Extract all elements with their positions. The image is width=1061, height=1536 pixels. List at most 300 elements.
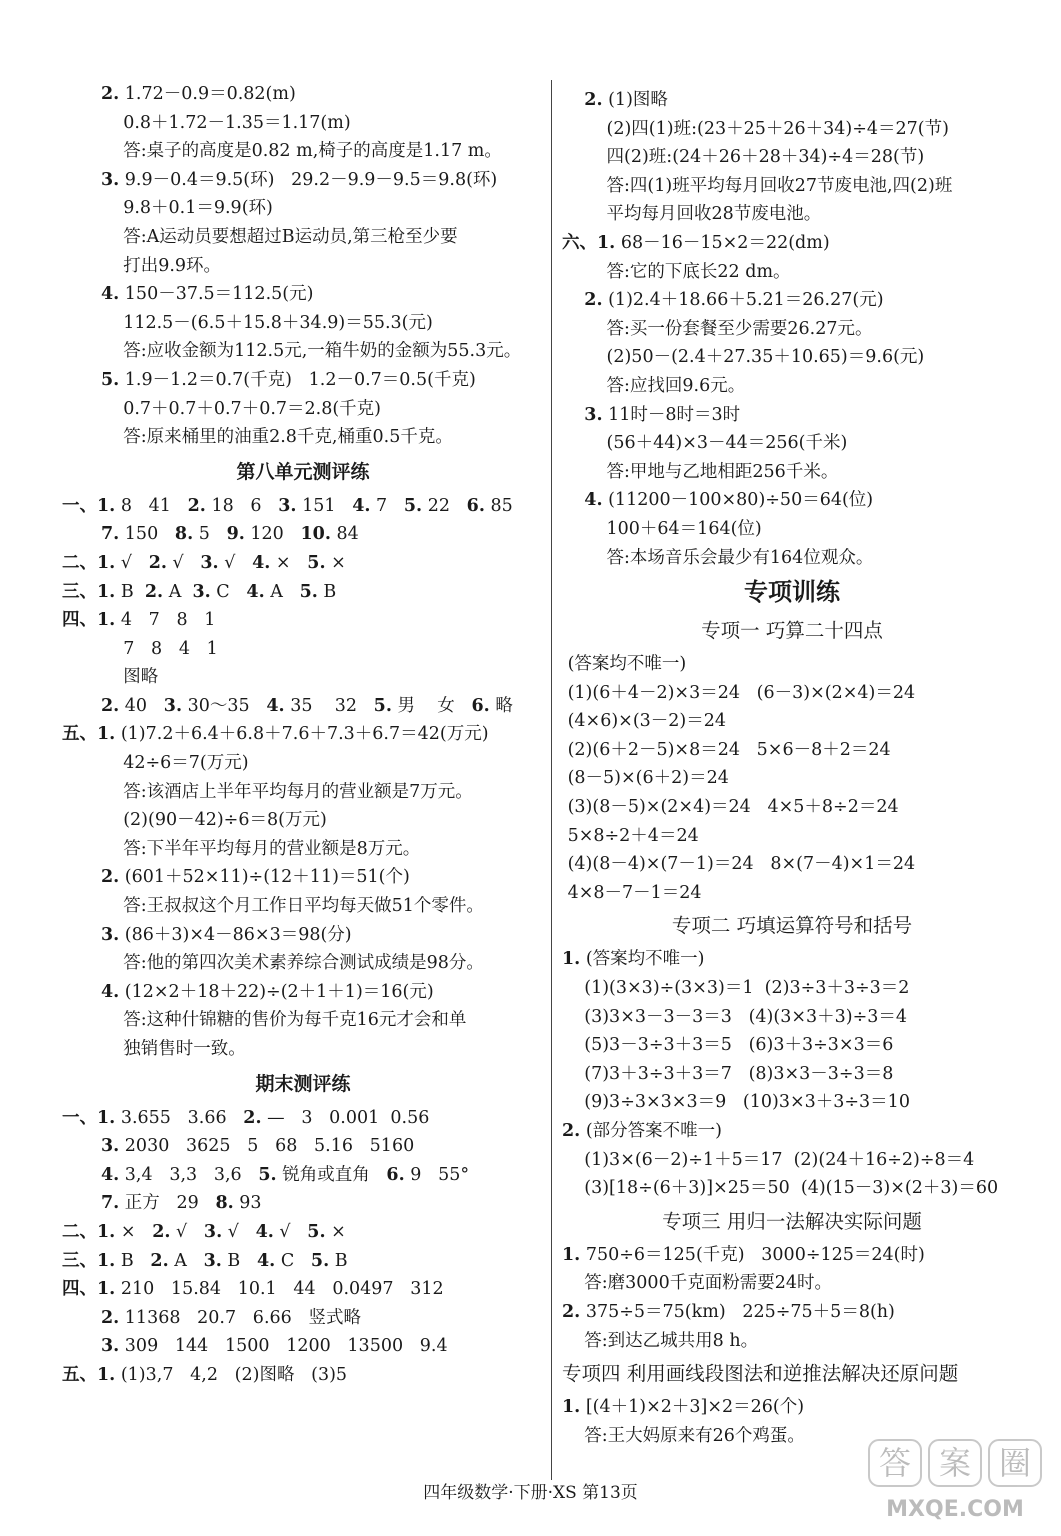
question-number: 2. — [150, 1250, 169, 1271]
indent — [62, 170, 101, 190]
question-number: 3. — [100, 924, 120, 945]
question-number: 10. — [300, 524, 331, 545]
answer-line — [562, 1003, 1022, 1032]
answer-text: 120 — [244, 524, 301, 545]
answer-line — [562, 200, 1022, 229]
answer-line — [562, 879, 1022, 908]
answer-text: 平均每月回收28节废电池。 — [606, 204, 822, 225]
indent — [562, 1426, 584, 1446]
answer-text: √ — [222, 1221, 256, 1242]
question-number: 3. — [278, 495, 297, 516]
question-number: 3. — [203, 1221, 223, 1242]
answer-text: 42÷6＝7(万元) — [123, 753, 249, 774]
answer-text: 锐角或直角 — [276, 1164, 387, 1185]
answer-line — [62, 1304, 544, 1333]
answer-text: 1.72－0.9＝0.82(m) — [119, 84, 296, 104]
answer-line — [562, 945, 1022, 974]
answer-text: 85 — [484, 495, 513, 516]
indent — [562, 1273, 584, 1293]
question-number: 3. — [203, 1250, 222, 1271]
answer-line — [62, 692, 544, 721]
topic-title: 专项一 巧算二十四点 — [701, 619, 883, 643]
question-number: 二、1. — [62, 552, 116, 573]
answer-line — [562, 115, 1022, 144]
question-number: 4. — [246, 581, 265, 602]
answer-text: (1)2.4＋18.66＋5.21＝26.27(元) — [602, 290, 884, 311]
indent — [62, 953, 123, 973]
answer-text: 答:本场音乐会最少有164位观众。 — [606, 547, 874, 568]
question-number: 5. — [403, 495, 423, 516]
answer-text: 35 32 — [284, 695, 374, 716]
question-number: 4. — [252, 552, 271, 573]
answer-text: √ — [115, 552, 149, 573]
answer-line — [62, 1006, 544, 1035]
question-number: 5. — [373, 695, 392, 716]
question-number: 4. — [255, 1221, 274, 1242]
answer-text: × — [325, 552, 346, 573]
indent — [62, 524, 101, 544]
answer-line — [62, 520, 544, 549]
question-number: 9. — [226, 524, 245, 545]
answer-text: A — [168, 1250, 204, 1271]
answer-line — [562, 1088, 1022, 1117]
answer-text: 40 — [119, 695, 164, 716]
question-number: 4. — [100, 981, 120, 1002]
answer-line — [62, 166, 544, 195]
question-number: 7. — [100, 1193, 120, 1214]
answer-text: 4 7 8 1 — [115, 610, 216, 631]
page-footer: 四年级数学·下册·XS 第13页 — [423, 1483, 638, 1503]
answer-line — [62, 978, 544, 1007]
answer-text: 11368 20.7 6.66 竖式略 — [119, 1307, 361, 1328]
answer-line — [62, 1189, 544, 1218]
answer-text: 答:他的第四次美术素养综合测试成绩是98分。 — [123, 953, 484, 974]
indent — [62, 141, 123, 161]
answer-text: 7 8 4 1 — [123, 638, 218, 659]
indent — [562, 204, 607, 224]
answer-text: 9.9－0.4＝9.5(环) 29.2－9.9－9.5＝9.8(环) — [119, 169, 498, 190]
answer-text: 四(2)班:(24＋26＋28＋34)÷4＝28(节) — [606, 147, 925, 168]
answer-line — [562, 315, 1022, 344]
answer-line — [562, 679, 1022, 708]
indent — [62, 1039, 123, 1059]
indent — [62, 227, 123, 247]
indent — [562, 147, 607, 167]
answer-line — [62, 1161, 544, 1190]
special-training-title: 专项训练 — [744, 578, 840, 607]
answer-text: 答:A运动员要想超过B运动员,第三枪至少要 — [123, 226, 458, 247]
answer-line — [562, 793, 1022, 822]
answer-text: 答:这种什锦糖的售价为每千克16元才会和单 — [123, 1010, 467, 1031]
answer-text: B — [115, 1250, 151, 1271]
indent — [562, 1331, 584, 1351]
answer-line — [562, 429, 1022, 458]
question-number: 五、1. — [62, 724, 116, 745]
question-number: 3. — [100, 1136, 120, 1157]
answer-text: 答:原来桶里的油重2.8千克,桶重0.5千克。 — [123, 427, 453, 448]
answer-text: 答:该酒店上半年平均每月的营业额是7万元。 — [123, 781, 473, 802]
answer-line — [562, 736, 1022, 765]
answer-line — [562, 1269, 1022, 1298]
question-number: 一、1. — [62, 1107, 116, 1128]
answer-line — [62, 835, 544, 864]
answer-line — [62, 492, 544, 521]
answer-text: (1)(3×3)÷(3×3)＝1 (2)3÷3＋3÷3＝2 — [584, 978, 910, 999]
answer-text: 答:甲地与乙地相距256千米。 — [606, 461, 839, 482]
answer-line — [62, 749, 544, 778]
indent — [562, 90, 584, 110]
answer-line — [62, 863, 544, 892]
indent — [562, 319, 607, 339]
answer-text: 答:应收金额为112.5元,一箱牛奶的金额为55.3元。 — [123, 341, 522, 362]
answer-line — [62, 778, 544, 807]
answer-line — [562, 172, 1022, 201]
answer-text: 11时－8时＝3时 — [602, 404, 741, 425]
indent — [562, 462, 607, 482]
answer-text: 2030 3625 5 68 5.16 5160 — [119, 1136, 415, 1157]
question-number: 五、1. — [62, 1364, 116, 1385]
indent — [62, 256, 123, 276]
answer-line — [62, 1132, 544, 1161]
answer-line — [562, 258, 1022, 287]
answer-text: 22 — [422, 495, 467, 516]
answer-text: 30～35 — [182, 695, 267, 716]
right-column — [562, 86, 1022, 1450]
answer-text: 图略 — [123, 667, 159, 688]
answer-line — [562, 822, 1022, 851]
answer-line — [62, 137, 544, 166]
answer-text: A — [264, 581, 300, 602]
question-number: 2. — [584, 290, 603, 311]
answer-line — [562, 343, 1022, 372]
answer-text: 打出9.9环。 — [123, 255, 222, 276]
indent — [562, 1035, 584, 1055]
answer-text: B — [221, 1250, 257, 1271]
question-number: 2. — [100, 1307, 120, 1328]
answer-text: (4)(8－4)×(7－1)＝24 8×(7－4)×1＝24 — [567, 854, 916, 875]
answer-text: 答:四(1)班平均每月回收27节废电池,四(2)班 — [606, 175, 953, 196]
indent — [562, 1064, 584, 1084]
section-title: 期末测评练 — [255, 1072, 351, 1095]
answer-line — [62, 806, 544, 835]
answer-text: (56＋44)×3－44＝256(千米) — [606, 433, 848, 454]
answer-text: 9 55° — [404, 1164, 470, 1185]
answer-text: (12×2＋18＋22)÷(2＋1＋1)＝16(元) — [119, 981, 434, 1002]
question-number: 5. — [307, 1221, 326, 1242]
answer-line — [562, 1327, 1022, 1356]
question-number: 6. — [471, 695, 490, 716]
question-number: 5. — [299, 581, 318, 602]
answer-text: 0.8＋1.72－1.35＝1.17(m) — [123, 112, 351, 133]
answer-line — [62, 1247, 544, 1276]
answer-line — [62, 395, 544, 424]
answer-line — [562, 143, 1022, 172]
answer-text: (1)3,7 4,2 (2)图略 (3)5 — [115, 1364, 348, 1385]
answer-line — [62, 309, 544, 338]
question-number: 5. — [307, 552, 326, 573]
question-number: 六、1. — [562, 232, 616, 253]
answer-line — [62, 366, 544, 395]
answer-text: 答:应找回9.6元。 — [606, 375, 746, 396]
indent — [62, 1336, 101, 1356]
question-number: 2. — [100, 867, 120, 888]
question-number: 1. — [562, 949, 581, 970]
indent — [562, 1178, 584, 1198]
answer-text: (1)7.2＋6.4＋6.8＋7.6＋7.3＋6.7＝42(万元) — [115, 724, 489, 745]
indent — [562, 119, 607, 139]
answer-text: (86＋3)×4－86×3＝98(分) — [119, 924, 352, 945]
question-number: 四、1. — [62, 1279, 116, 1300]
answer-text: 答:桌子的高度是0.82 m,椅子的高度是1.17 m。 — [123, 141, 502, 162]
left-column — [62, 80, 544, 1390]
indent — [62, 1308, 101, 1328]
answer-text: 5×8÷2＋4＝24 — [567, 825, 699, 846]
answer-line — [562, 1241, 1022, 1270]
answer-text: × — [115, 1221, 153, 1242]
indent — [562, 262, 607, 282]
question-number: 7. — [100, 524, 120, 545]
answer-text: (11200－100×80)÷50＝64(位) — [602, 490, 874, 511]
indent — [562, 1092, 584, 1112]
question-number: 三、1. — [62, 1250, 116, 1271]
answer-text: (3)3×3－3－3＝3 (4)(3×3＋3)÷3＝4 — [584, 1006, 908, 1027]
indent — [562, 290, 584, 310]
indent — [62, 753, 123, 773]
indent — [62, 341, 123, 361]
answer-text: 3,4 3,3 3,6 — [119, 1164, 259, 1185]
answer-text: C — [210, 581, 247, 602]
indent — [62, 696, 101, 716]
answer-text: 112.5－(6.5＋15.8＋34.9)＝55.3(元) — [123, 312, 433, 333]
section-title: 第八单元测评练 — [236, 460, 370, 483]
answer-line — [62, 1361, 544, 1390]
indent — [62, 839, 123, 859]
answer-text: (答案均不唯一) — [580, 949, 705, 970]
answer-line — [562, 286, 1022, 315]
indent — [562, 176, 607, 196]
question-number: 2. — [152, 1221, 171, 1242]
question-number: 2. — [562, 1301, 581, 1322]
indent — [562, 376, 607, 396]
answer-line — [62, 280, 544, 309]
question-number: 3. — [200, 552, 219, 573]
answer-text: 答:买一份套餐至少需要26.27元。 — [606, 318, 873, 339]
indent — [562, 433, 607, 453]
answer-text: B — [115, 581, 145, 602]
question-number: 3. — [163, 695, 183, 716]
answer-text: 151 — [296, 495, 353, 516]
answer-text: 略 — [489, 695, 513, 716]
answer-line — [562, 1298, 1022, 1327]
answer-line — [62, 549, 544, 578]
indent — [62, 1136, 101, 1156]
indent — [562, 405, 584, 425]
question-number: 3. — [100, 169, 120, 190]
question-number: 6. — [386, 1164, 405, 1185]
indent — [62, 639, 123, 659]
answer-line — [62, 578, 544, 607]
topic-title: 专项二 巧填运算符号和括号 — [671, 914, 913, 938]
answer-line — [62, 921, 544, 950]
indent — [62, 667, 123, 687]
answer-text: 8 41 — [115, 495, 188, 516]
question-number: 4. — [100, 1164, 120, 1185]
answer-line — [62, 1104, 544, 1133]
answer-text: A — [163, 581, 193, 602]
answer-text: 18 6 — [205, 495, 279, 516]
question-number: 3. — [100, 1336, 120, 1357]
answer-text: 309 144 1500 1200 13500 9.4 — [119, 1336, 448, 1357]
indent — [562, 347, 607, 367]
answer-text: × — [325, 1221, 346, 1242]
answer-text: √ — [218, 552, 253, 573]
answer-line — [562, 229, 1022, 258]
answer-text: × — [270, 552, 308, 573]
answer-line — [562, 486, 1022, 515]
question-number: 4. — [266, 695, 285, 716]
answer-text: C — [275, 1250, 311, 1271]
answer-text: 独销售时一致。 — [123, 1039, 246, 1059]
question-number: 2. — [584, 90, 603, 110]
answer-text: (1)图略 — [602, 90, 668, 110]
answer-text: (2)四(1)班:(23＋25＋26＋34)÷4＝27(节) — [606, 118, 949, 139]
answer-text: 答:它的下底长22 dm。 — [606, 261, 791, 282]
answer-text: 68－16－15×2＝22(dm) — [615, 232, 830, 253]
answer-text: 答:到达乙城共用8 h。 — [584, 1330, 759, 1351]
answer-text: (2)(90－42)÷6＝8(万元) — [123, 810, 327, 831]
indent — [62, 399, 123, 419]
answer-line — [62, 1035, 544, 1064]
indent — [62, 1010, 123, 1030]
answer-line — [562, 401, 1022, 430]
answer-text: (答案均不唯一) — [567, 654, 687, 675]
indent — [62, 84, 101, 104]
watermark-char-2: 案 — [938, 1444, 972, 1482]
answer-text: B — [329, 1250, 348, 1271]
answer-line — [562, 764, 1022, 793]
indent — [62, 925, 101, 945]
question-number: 三、1. — [62, 581, 116, 602]
question-number: 1. — [562, 1244, 581, 1265]
answer-text: (8－5)×(6＋2)＝24 — [567, 768, 729, 789]
answer-text: [(4＋1)×2＋3]×2＝26(个) — [580, 1397, 805, 1418]
answer-text: 150 — [119, 524, 175, 545]
indent — [62, 284, 101, 304]
topic-title: 专项三 用归一法解决实际问题 — [662, 1209, 922, 1233]
question-number: 2. — [562, 1121, 581, 1141]
question-number: 5. — [100, 369, 120, 390]
answer-text: (2)50－(2.4＋27.35＋10.65)＝9.6(元) — [606, 347, 925, 368]
answer-text: 答:王叔叔这个月工作日平均每天做51个零件。 — [123, 896, 484, 917]
question-number: 2. — [148, 552, 167, 573]
question-number: 2. — [187, 495, 206, 516]
answer-text: 1.9－1.2＝0.7(千克) 1.2－0.7＝0.5(千克) — [119, 369, 476, 390]
answer-line — [562, 458, 1022, 487]
answer-line — [562, 850, 1022, 879]
answer-text: 0.7＋0.7＋0.7＋0.7＝2.8(千克) — [123, 398, 382, 419]
answer-text: (3)(8－5)×(2×4)＝24 4×5＋8÷2＝24 — [567, 797, 899, 818]
answer-line — [62, 606, 544, 635]
indent — [62, 113, 123, 133]
answer-text: 100＋64＝164(位) — [606, 518, 762, 539]
watermark-domain: MXQE.COM — [886, 1497, 1024, 1522]
answer-line — [62, 720, 544, 749]
answer-line — [562, 1060, 1022, 1089]
indent — [562, 548, 607, 568]
indent — [62, 198, 123, 218]
answer-text: 84 — [330, 524, 359, 545]
indent — [562, 519, 607, 539]
question-number: 一、1. — [62, 495, 116, 516]
indent — [62, 896, 123, 916]
answer-line — [62, 1332, 544, 1361]
watermark-logo — [865, 1436, 1045, 1526]
answer-text: 375÷5＝75(km) 225÷75＋5＝8(h) — [580, 1301, 895, 1322]
answer-line — [562, 372, 1022, 401]
indent — [62, 1165, 101, 1185]
answer-line — [562, 650, 1022, 679]
answer-text: 3.655 3.66 — [115, 1107, 244, 1128]
answer-text: √ — [170, 1221, 204, 1242]
answer-text: 750÷6＝125(千克) 3000÷125＝24(时) — [580, 1244, 925, 1265]
answer-line — [62, 194, 544, 223]
question-number: 4. — [352, 495, 371, 516]
answer-text: 150－37.5＝112.5(元) — [119, 284, 314, 305]
answer-line — [562, 1146, 1022, 1175]
answer-line — [562, 1031, 1022, 1060]
answer-text: 男 女 — [391, 695, 472, 716]
answer-line — [562, 544, 1022, 573]
answer-line — [562, 707, 1022, 736]
question-number: 4. — [100, 284, 120, 305]
answer-text: (2)(6＋2－5)×8＝24 5×6－8＋2＝24 — [567, 739, 891, 760]
answer-line — [62, 252, 544, 281]
indent — [62, 782, 123, 802]
answer-text: (1)(6＋4－2)×3＝24 (6－3)×(2×4)＝24 — [567, 682, 916, 703]
answer-text: (601＋52×11)÷(12＋11)＝51(个) — [119, 867, 410, 888]
answer-text: 210 15.84 10.1 44 0.0497 312 — [115, 1279, 444, 1300]
answer-line — [562, 1117, 1022, 1146]
question-number: 5. — [310, 1250, 330, 1271]
indent — [62, 370, 101, 390]
indent — [62, 313, 123, 333]
answer-line — [62, 635, 544, 664]
question-number: 二、1. — [62, 1221, 116, 1242]
question-number: 2. — [100, 695, 120, 716]
answer-line — [62, 1218, 544, 1247]
answer-line — [562, 515, 1022, 544]
question-number: 6. — [466, 495, 485, 516]
question-number: 4. — [256, 1250, 276, 1271]
answer-text: (4×6)×(3－2)＝24 — [567, 711, 727, 732]
indent — [62, 867, 101, 887]
answer-line — [62, 337, 544, 366]
indent — [62, 427, 123, 447]
answer-text: 4×8－7－1＝24 — [567, 882, 702, 903]
answer-text: 7 — [370, 495, 404, 516]
indent — [562, 1007, 584, 1027]
question-number: 四、1. — [62, 610, 116, 631]
answer-line — [562, 974, 1022, 1003]
question-number: 3. — [584, 404, 603, 425]
indent — [62, 982, 101, 1002]
answer-line — [62, 949, 544, 978]
answer-text: (9)3÷3×3×3＝9 (10)3×3＋3÷3＝10 — [584, 1092, 910, 1113]
indent — [62, 810, 123, 830]
answer-line — [62, 80, 544, 109]
answer-line — [62, 892, 544, 921]
answer-line — [62, 109, 544, 138]
